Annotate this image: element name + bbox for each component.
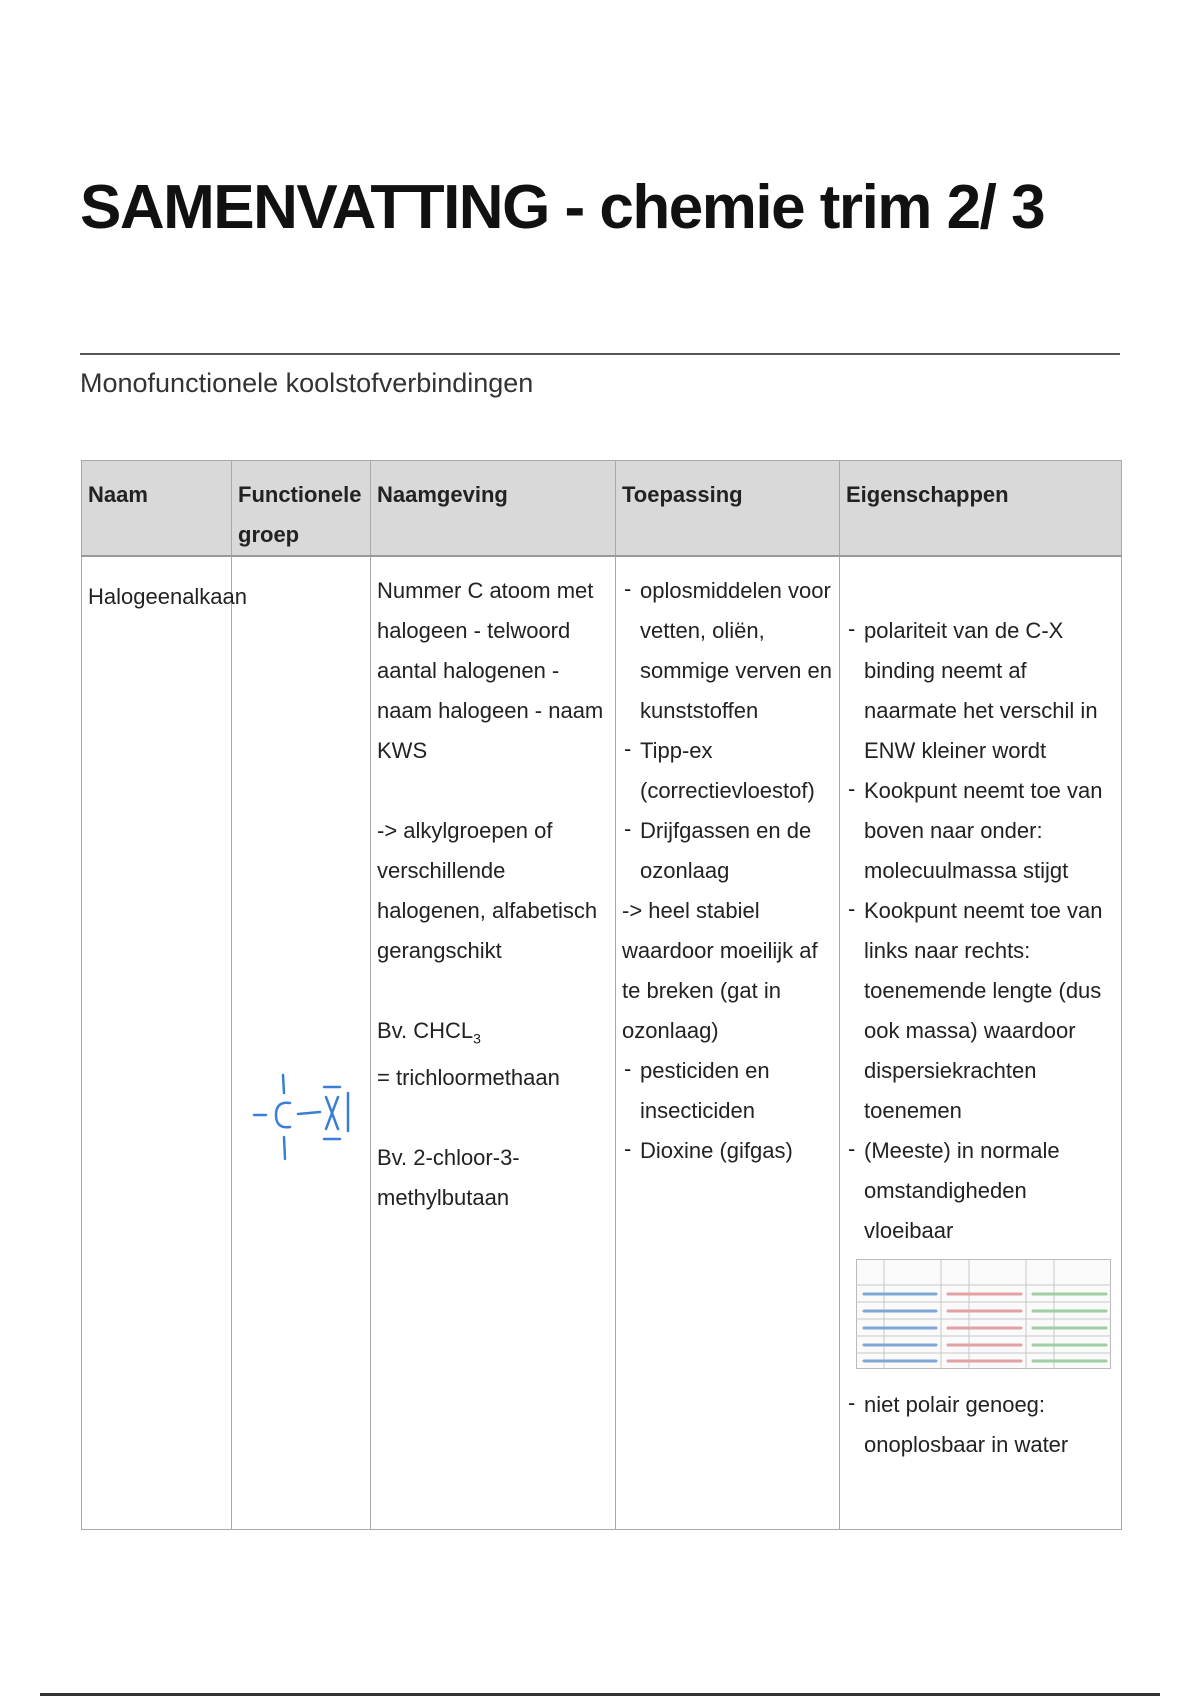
toepassing-list-b: [622, 1051, 833, 1171]
eigenschappen-list: [846, 611, 1115, 1251]
naamgeving-rule: Nummer C atoom met halogeen - telwoord aantal halogenen - naam halogeen - naam KWS: [377, 578, 604, 763]
title-divider: [80, 353, 1120, 355]
page-bottom-divider: [40, 1693, 1160, 1696]
naamgeving-example-formula: [377, 1011, 609, 1058]
list-item: - Kookpunt neemt toe van boven naar onder: molecuulmassa stijgt: [846, 771, 1115, 891]
table-header-row: [82, 461, 1122, 557]
cell-naamgeving: [371, 556, 616, 1530]
table-row: [82, 556, 1122, 1530]
cell-naam: Halogeenalkaan: [82, 556, 232, 1530]
list-item: - Dioxine (gifgas): [622, 1131, 833, 1171]
naamgeving-example-2: Bv. 2-chloor-3-methylbutaan: [377, 1145, 520, 1211]
section-subtitle: Monofunctionele koolstofverbindingen: [80, 368, 534, 398]
header-eigenschappen: Eigenschappen: [840, 461, 1122, 557]
c-x-structure-icon: [240, 1057, 360, 1172]
list-item: - Tipp-ex (correctievloestof): [622, 731, 833, 811]
header-naamgeving: Naamgeving: [371, 461, 616, 557]
list-item: - polariteit van de C-X binding neemt af naarmate het verschil in ENW kleiner wordt: [846, 611, 1115, 771]
boiling-point-table-icon: [856, 1259, 1111, 1369]
list-item: - oplosmiddelen voor vetten, oliën, sommige verven en kunststoffen: [622, 571, 833, 731]
naamgeving-example-name: = trichloormethaan: [377, 1065, 560, 1091]
toepassing-note: -> heel stabiel waardoor moeilijk af te breken (gat in ozonlaag): [622, 898, 818, 1043]
list-item: - (Meeste) in normale omstandigheden vloeibaar: [846, 1131, 1115, 1251]
naamgeving-alphabetical: -> alkylgroepen of verschillende halogenen, alfabetisch gerangschikt: [377, 818, 598, 963]
list-item: - Drijfgassen en de ozonlaag: [622, 811, 833, 891]
list-item: - Kookpunt neemt toe van links naar rechts: toenemende lengte (dus ook massa) waardoor dispersiekrachten toenemen: [846, 891, 1115, 1131]
example-formula: Bv. CHCL: [377, 1018, 474, 1043]
list-item: - pesticiden en insecticiden: [622, 1051, 833, 1131]
toepassing-list-a: [622, 571, 833, 891]
summary-table: [81, 460, 1122, 1530]
page-title: SAMENVATTING - chemie trim 2/ 3: [80, 173, 1045, 242]
cell-eigenschappen: [840, 556, 1122, 1530]
eigenschappen-list-last: [846, 1385, 1115, 1465]
header-naam: Naam: [82, 461, 232, 557]
list-item: - niet polair genoeg: onoplosbaar in water: [846, 1385, 1115, 1465]
cell-toepassing: [616, 556, 840, 1530]
header-toepassing: Toepassing: [616, 461, 840, 557]
header-functionele-groep: Functionele groep: [232, 461, 371, 557]
example-formula-subscript: 3: [473, 1030, 481, 1047]
cell-functionele-groep: [232, 556, 371, 1530]
